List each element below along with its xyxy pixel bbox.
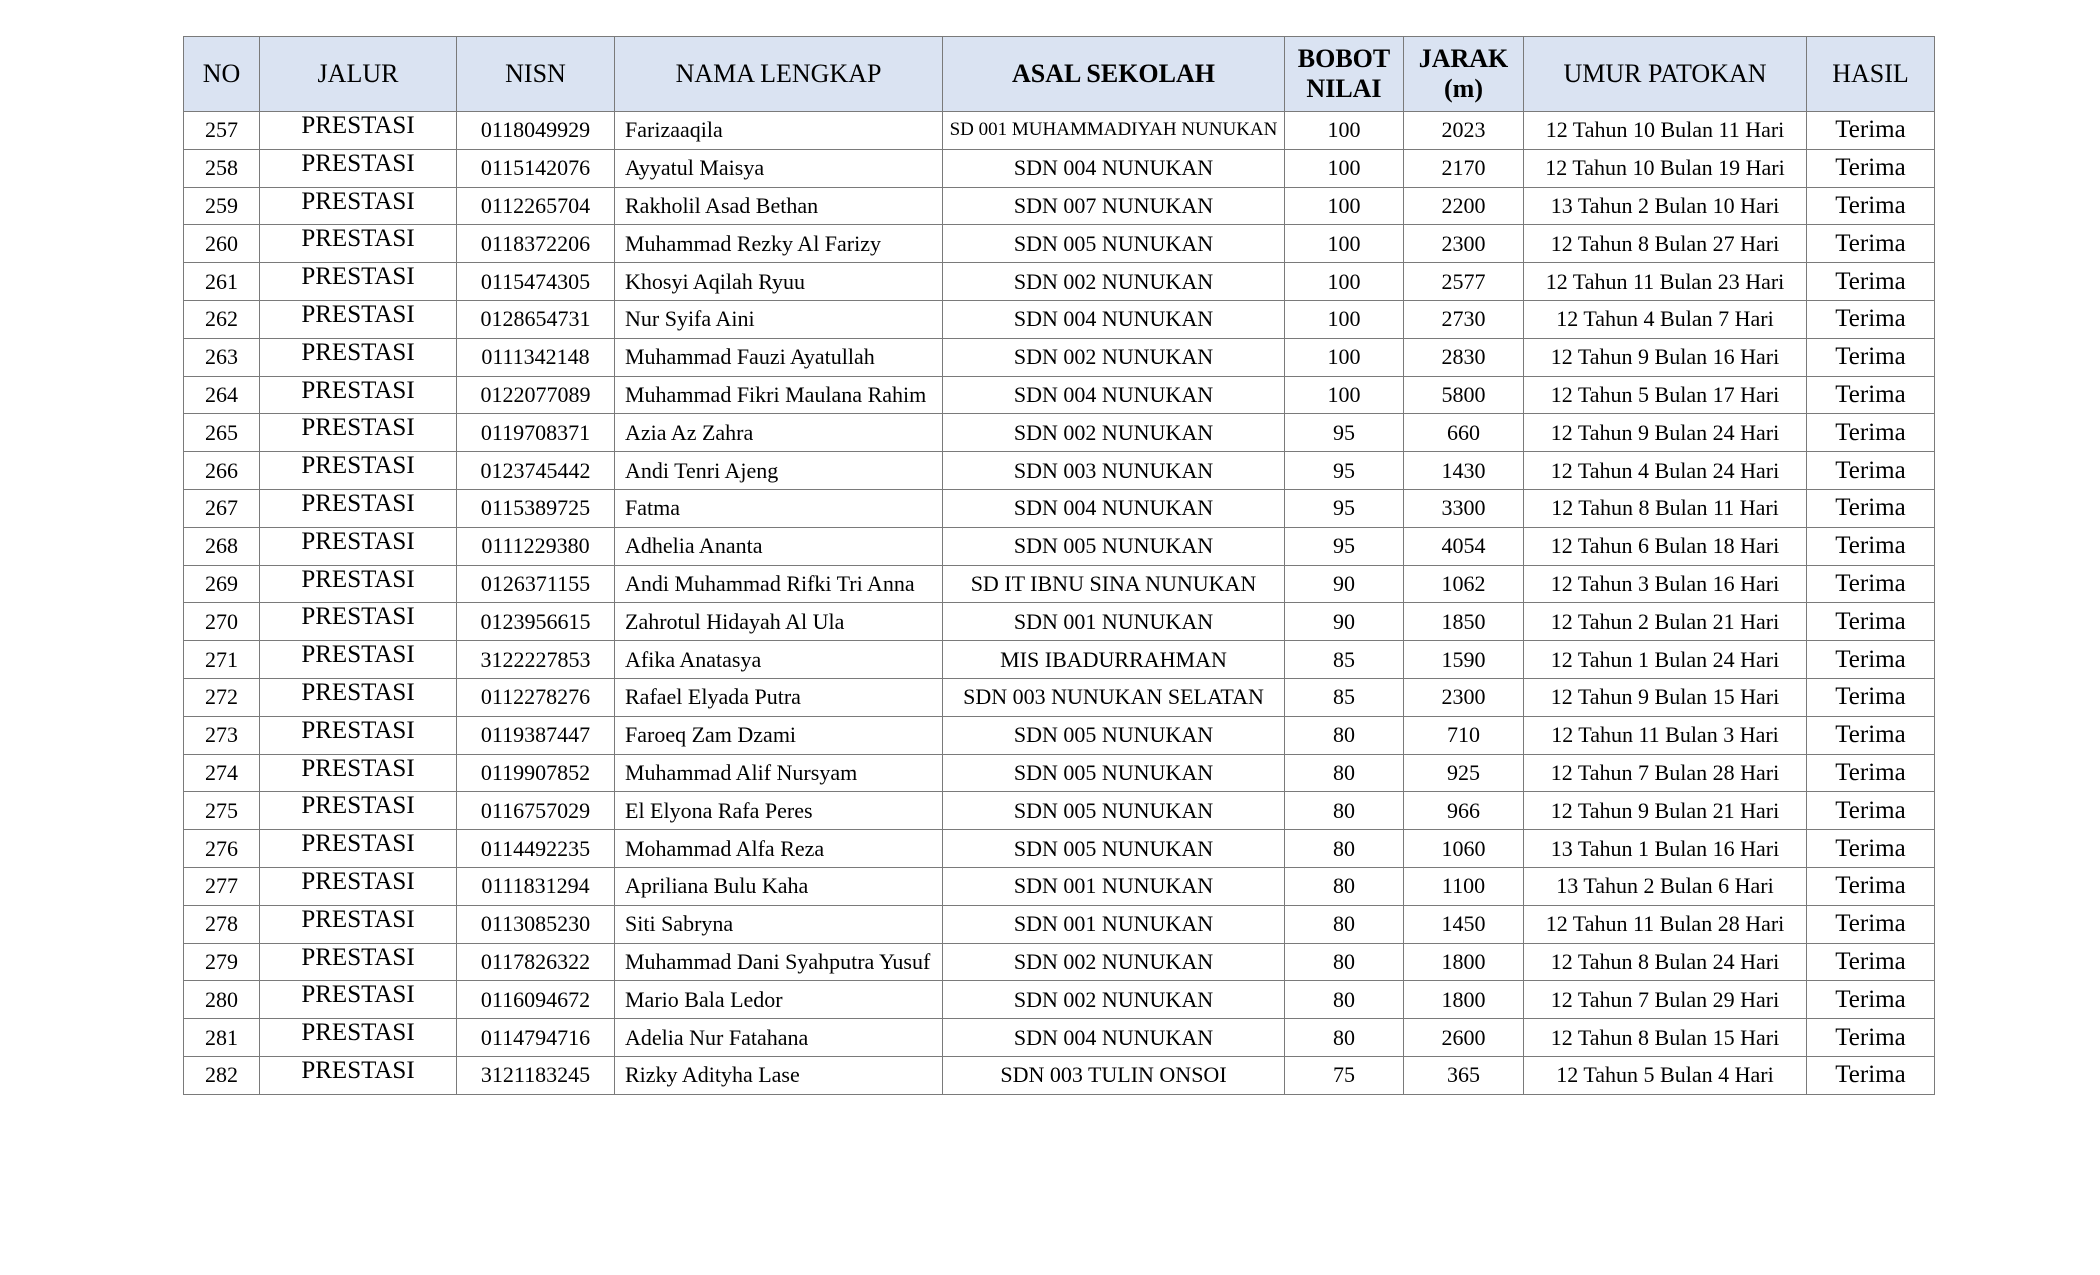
cell-hasil: Terima <box>1807 678 1935 716</box>
cell-nama-lengkap: Adelia Nur Fatahana <box>615 1019 943 1057</box>
cell-bobot-nilai: 90 <box>1285 565 1404 603</box>
cell-nisn: 0115389725 <box>457 489 615 527</box>
table-row <box>184 452 1935 490</box>
cell-jarak: 2600 <box>1404 1019 1524 1057</box>
table-row <box>184 489 1935 527</box>
table-row <box>184 149 1935 187</box>
cell-umur-patokan: 13 Tahun 2 Bulan 10 Hari <box>1524 187 1807 225</box>
table-row <box>184 527 1935 565</box>
cell-umur-patokan: 12 Tahun 6 Bulan 18 Hari <box>1524 527 1807 565</box>
cell-jarak: 1800 <box>1404 981 1524 1019</box>
cell-nama-lengkap: Zahrotul Hidayah Al Ula <box>615 603 943 641</box>
cell-nama-lengkap: Farizaaqila <box>615 112 943 150</box>
table-row <box>184 981 1935 1019</box>
header-bobot-line1: BOBOT <box>1297 44 1391 73</box>
table-row <box>184 187 1935 225</box>
table-body <box>184 112 1935 1095</box>
cell-jarak: 925 <box>1404 754 1524 792</box>
cell-bobot-nilai: 95 <box>1285 452 1404 490</box>
cell-jalur: PRESTASI <box>260 830 457 868</box>
header-nisn: NISN <box>457 37 615 112</box>
cell-umur-patokan: 12 Tahun 10 Bulan 19 Hari <box>1524 149 1807 187</box>
cell-asal-sekolah: SDN 005 NUNUKAN <box>943 225 1285 263</box>
cell-umur-patokan: 12 Tahun 8 Bulan 27 Hari <box>1524 225 1807 263</box>
cell-asal-sekolah: SDN 007 NUNUKAN <box>943 187 1285 225</box>
cell-no: 279 <box>184 943 260 981</box>
cell-asal-sekolah: SDN 004 NUNUKAN <box>943 149 1285 187</box>
cell-asal-sekolah: SDN 005 NUNUKAN <box>943 754 1285 792</box>
header-umur-patokan: UMUR PATOKAN <box>1524 37 1807 112</box>
cell-nisn: 0122077089 <box>457 376 615 414</box>
cell-nisn: 0111342148 <box>457 338 615 376</box>
cell-umur-patokan: 12 Tahun 7 Bulan 28 Hari <box>1524 754 1807 792</box>
cell-jarak: 660 <box>1404 414 1524 452</box>
table-row <box>184 112 1935 150</box>
cell-jalur: PRESTASI <box>260 338 457 376</box>
table-row <box>184 1056 1935 1094</box>
cell-nama-lengkap: Muhammad Fauzi Ayatullah <box>615 338 943 376</box>
cell-jalur: PRESTASI <box>260 452 457 490</box>
table-row <box>184 263 1935 301</box>
cell-no: 260 <box>184 225 260 263</box>
cell-umur-patokan: 12 Tahun 8 Bulan 15 Hari <box>1524 1019 1807 1057</box>
cell-jalur: PRESTASI <box>260 678 457 716</box>
cell-jalur: PRESTASI <box>260 414 457 452</box>
cell-umur-patokan: 12 Tahun 10 Bulan 11 Hari <box>1524 112 1807 150</box>
cell-bobot-nilai: 90 <box>1285 603 1404 641</box>
cell-nama-lengkap: Andi Tenri Ajeng <box>615 452 943 490</box>
cell-nama-lengkap: Muhammad Fikri Maulana Rahim <box>615 376 943 414</box>
cell-hasil: Terima <box>1807 149 1935 187</box>
cell-asal-sekolah: SDN 005 NUNUKAN <box>943 716 1285 754</box>
cell-no: 272 <box>184 678 260 716</box>
table-row <box>184 603 1935 641</box>
cell-jalur: PRESTASI <box>260 300 457 338</box>
header-nama-lengkap: NAMA LENGKAP <box>615 37 943 112</box>
cell-jarak: 2300 <box>1404 225 1524 263</box>
cell-jalur: PRESTASI <box>260 905 457 943</box>
cell-jalur: PRESTASI <box>260 225 457 263</box>
cell-no: 278 <box>184 905 260 943</box>
table-row <box>184 754 1935 792</box>
cell-asal-sekolah: SDN 004 NUNUKAN <box>943 376 1285 414</box>
cell-hasil: Terima <box>1807 603 1935 641</box>
cell-bobot-nilai: 85 <box>1285 641 1404 679</box>
cell-umur-patokan: 12 Tahun 4 Bulan 24 Hari <box>1524 452 1807 490</box>
header-jarak <box>1404 37 1524 112</box>
cell-no: 280 <box>184 981 260 1019</box>
cell-nisn: 0115474305 <box>457 263 615 301</box>
cell-jalur: PRESTASI <box>260 1056 457 1094</box>
cell-hasil: Terima <box>1807 489 1935 527</box>
cell-asal-sekolah: SDN 005 NUNUKAN <box>943 527 1285 565</box>
cell-asal-sekolah: SDN 001 NUNUKAN <box>943 867 1285 905</box>
cell-no: 264 <box>184 376 260 414</box>
cell-asal-sekolah: SDN 004 NUNUKAN <box>943 489 1285 527</box>
cell-nama-lengkap: Azia Az Zahra <box>615 414 943 452</box>
cell-nisn: 0128654731 <box>457 300 615 338</box>
cell-nama-lengkap: El Elyona Rafa Peres <box>615 792 943 830</box>
cell-no: 267 <box>184 489 260 527</box>
header-jalur: JALUR <box>260 37 457 112</box>
cell-jarak: 2300 <box>1404 678 1524 716</box>
cell-nisn: 0116094672 <box>457 981 615 1019</box>
cell-hasil: Terima <box>1807 187 1935 225</box>
cell-asal-sekolah: SDN 002 NUNUKAN <box>943 943 1285 981</box>
cell-jarak: 2830 <box>1404 338 1524 376</box>
cell-asal-sekolah: SDN 002 NUNUKAN <box>943 981 1285 1019</box>
cell-nisn: 0117826322 <box>457 943 615 981</box>
cell-nisn: 0115142076 <box>457 149 615 187</box>
cell-nisn: 0112265704 <box>457 187 615 225</box>
cell-no: 261 <box>184 263 260 301</box>
cell-nama-lengkap: Nur Syifa Aini <box>615 300 943 338</box>
cell-bobot-nilai: 75 <box>1285 1056 1404 1094</box>
cell-jarak: 365 <box>1404 1056 1524 1094</box>
cell-nisn: 0116757029 <box>457 792 615 830</box>
cell-umur-patokan: 12 Tahun 2 Bulan 21 Hari <box>1524 603 1807 641</box>
cell-jarak: 2730 <box>1404 300 1524 338</box>
cell-asal-sekolah: SDN 005 NUNUKAN <box>943 792 1285 830</box>
cell-bobot-nilai: 80 <box>1285 830 1404 868</box>
cell-hasil: Terima <box>1807 414 1935 452</box>
table-row <box>184 1019 1935 1057</box>
cell-jalur: PRESTASI <box>260 792 457 830</box>
cell-jarak: 1450 <box>1404 905 1524 943</box>
cell-nisn: 0126371155 <box>457 565 615 603</box>
cell-umur-patokan: 12 Tahun 9 Bulan 15 Hari <box>1524 678 1807 716</box>
header-row <box>184 37 1935 112</box>
results-table <box>183 36 1935 1095</box>
cell-no: 275 <box>184 792 260 830</box>
cell-bobot-nilai: 95 <box>1285 527 1404 565</box>
cell-no: 273 <box>184 716 260 754</box>
cell-umur-patokan: 12 Tahun 7 Bulan 29 Hari <box>1524 981 1807 1019</box>
cell-bobot-nilai: 80 <box>1285 943 1404 981</box>
cell-jarak: 2170 <box>1404 149 1524 187</box>
cell-no: 258 <box>184 149 260 187</box>
cell-hasil: Terima <box>1807 981 1935 1019</box>
table-row <box>184 905 1935 943</box>
cell-nama-lengkap: Fatma <box>615 489 943 527</box>
cell-no: 268 <box>184 527 260 565</box>
cell-asal-sekolah: SDN 004 NUNUKAN <box>943 1019 1285 1057</box>
cell-bobot-nilai: 85 <box>1285 678 1404 716</box>
cell-nama-lengkap: Khosyi Aqilah Ryuu <box>615 263 943 301</box>
cell-umur-patokan: 13 Tahun 1 Bulan 16 Hari <box>1524 830 1807 868</box>
cell-umur-patokan: 12 Tahun 8 Bulan 24 Hari <box>1524 943 1807 981</box>
cell-jalur: PRESTASI <box>260 603 457 641</box>
cell-jarak: 3300 <box>1404 489 1524 527</box>
cell-nama-lengkap: Faroeq Zam Dzami <box>615 716 943 754</box>
cell-nisn: 3121183245 <box>457 1056 615 1094</box>
table-row <box>184 830 1935 868</box>
cell-no: 265 <box>184 414 260 452</box>
cell-jarak: 1060 <box>1404 830 1524 868</box>
cell-bobot-nilai: 80 <box>1285 792 1404 830</box>
cell-asal-sekolah: SD IT IBNU SINA NUNUKAN <box>943 565 1285 603</box>
cell-no: 271 <box>184 641 260 679</box>
cell-bobot-nilai: 95 <box>1285 489 1404 527</box>
cell-bobot-nilai: 100 <box>1285 376 1404 414</box>
cell-hasil: Terima <box>1807 641 1935 679</box>
cell-bobot-nilai: 100 <box>1285 112 1404 150</box>
cell-asal-sekolah: SDN 003 TULIN ONSOI <box>943 1056 1285 1094</box>
cell-hasil: Terima <box>1807 225 1935 263</box>
cell-nama-lengkap: Adhelia Ananta <box>615 527 943 565</box>
cell-jalur: PRESTASI <box>260 187 457 225</box>
cell-jalur: PRESTASI <box>260 489 457 527</box>
cell-asal-sekolah: SDN 003 NUNUKAN <box>943 452 1285 490</box>
cell-jalur: PRESTASI <box>260 981 457 1019</box>
cell-bobot-nilai: 80 <box>1285 867 1404 905</box>
cell-hasil: Terima <box>1807 338 1935 376</box>
cell-no: 277 <box>184 867 260 905</box>
cell-bobot-nilai: 100 <box>1285 187 1404 225</box>
cell-jalur: PRESTASI <box>260 112 457 150</box>
cell-asal-sekolah: SDN 005 NUNUKAN <box>943 830 1285 868</box>
cell-jarak: 2023 <box>1404 112 1524 150</box>
header-bobot-line2: NILAI <box>1306 74 1382 103</box>
cell-jalur: PRESTASI <box>260 376 457 414</box>
cell-nama-lengkap: Siti Sabryna <box>615 905 943 943</box>
table-row <box>184 414 1935 452</box>
cell-no: 266 <box>184 452 260 490</box>
cell-hasil: Terima <box>1807 527 1935 565</box>
cell-jalur: PRESTASI <box>260 641 457 679</box>
cell-umur-patokan: 12 Tahun 4 Bulan 7 Hari <box>1524 300 1807 338</box>
cell-jalur: PRESTASI <box>260 263 457 301</box>
cell-bobot-nilai: 95 <box>1285 414 1404 452</box>
cell-jarak: 710 <box>1404 716 1524 754</box>
cell-nama-lengkap: Rafael Elyada Putra <box>615 678 943 716</box>
cell-jalur: PRESTASI <box>260 943 457 981</box>
cell-jarak: 2577 <box>1404 263 1524 301</box>
cell-nisn: 0113085230 <box>457 905 615 943</box>
cell-jalur: PRESTASI <box>260 527 457 565</box>
cell-hasil: Terima <box>1807 830 1935 868</box>
cell-no: 274 <box>184 754 260 792</box>
cell-jarak: 1062 <box>1404 565 1524 603</box>
cell-no: 281 <box>184 1019 260 1057</box>
cell-hasil: Terima <box>1807 376 1935 414</box>
cell-jalur: PRESTASI <box>260 565 457 603</box>
cell-hasil: Terima <box>1807 943 1935 981</box>
cell-hasil: Terima <box>1807 1056 1935 1094</box>
cell-nisn: 0112278276 <box>457 678 615 716</box>
cell-bobot-nilai: 80 <box>1285 716 1404 754</box>
cell-umur-patokan: 12 Tahun 9 Bulan 21 Hari <box>1524 792 1807 830</box>
cell-umur-patokan: 12 Tahun 11 Bulan 28 Hari <box>1524 905 1807 943</box>
cell-umur-patokan: 12 Tahun 8 Bulan 11 Hari <box>1524 489 1807 527</box>
cell-asal-sekolah: SDN 004 NUNUKAN <box>943 300 1285 338</box>
cell-nisn: 0119387447 <box>457 716 615 754</box>
table-row <box>184 943 1935 981</box>
cell-umur-patokan: 12 Tahun 5 Bulan 4 Hari <box>1524 1056 1807 1094</box>
cell-bobot-nilai: 100 <box>1285 149 1404 187</box>
cell-hasil: Terima <box>1807 716 1935 754</box>
cell-hasil: Terima <box>1807 905 1935 943</box>
cell-nisn: 0119708371 <box>457 414 615 452</box>
cell-jarak: 966 <box>1404 792 1524 830</box>
cell-bobot-nilai: 80 <box>1285 905 1404 943</box>
cell-bobot-nilai: 80 <box>1285 1019 1404 1057</box>
cell-hasil: Terima <box>1807 263 1935 301</box>
cell-nisn: 0123745442 <box>457 452 615 490</box>
cell-jalur: PRESTASI <box>260 1019 457 1057</box>
table-row <box>184 867 1935 905</box>
cell-hasil: Terima <box>1807 300 1935 338</box>
cell-nama-lengkap: Muhammad Rezky Al Farizy <box>615 225 943 263</box>
cell-no: 270 <box>184 603 260 641</box>
cell-no: 262 <box>184 300 260 338</box>
cell-nisn: 3122227853 <box>457 641 615 679</box>
cell-hasil: Terima <box>1807 754 1935 792</box>
cell-umur-patokan: 12 Tahun 11 Bulan 23 Hari <box>1524 263 1807 301</box>
cell-nama-lengkap: Rakholil Asad Bethan <box>615 187 943 225</box>
cell-no: 263 <box>184 338 260 376</box>
table-row <box>184 225 1935 263</box>
table-header <box>184 37 1935 112</box>
cell-jarak: 1850 <box>1404 603 1524 641</box>
cell-jarak: 4054 <box>1404 527 1524 565</box>
cell-nisn: 0114492235 <box>457 830 615 868</box>
cell-hasil: Terima <box>1807 452 1935 490</box>
cell-asal-sekolah: SDN 002 NUNUKAN <box>943 263 1285 301</box>
cell-nisn: 0111229380 <box>457 527 615 565</box>
cell-no: 276 <box>184 830 260 868</box>
cell-umur-patokan: 12 Tahun 11 Bulan 3 Hari <box>1524 716 1807 754</box>
cell-umur-patokan: 12 Tahun 1 Bulan 24 Hari <box>1524 641 1807 679</box>
table-row <box>184 300 1935 338</box>
cell-bobot-nilai: 100 <box>1285 338 1404 376</box>
cell-bobot-nilai: 100 <box>1285 300 1404 338</box>
cell-no: 269 <box>184 565 260 603</box>
header-no: NO <box>184 37 260 112</box>
cell-asal-sekolah: SDN 002 NUNUKAN <box>943 338 1285 376</box>
table-row <box>184 338 1935 376</box>
table-row <box>184 678 1935 716</box>
cell-nama-lengkap: Muhammad Alif Nursyam <box>615 754 943 792</box>
cell-hasil: Terima <box>1807 867 1935 905</box>
cell-nisn: 0119907852 <box>457 754 615 792</box>
cell-asal-sekolah: SDN 002 NUNUKAN <box>943 414 1285 452</box>
cell-asal-sekolah: SDN 001 NUNUKAN <box>943 905 1285 943</box>
cell-no: 259 <box>184 187 260 225</box>
cell-jarak: 2200 <box>1404 187 1524 225</box>
header-hasil: HASIL <box>1807 37 1935 112</box>
header-jarak-line1: JARAK <box>1418 44 1509 73</box>
cell-hasil: Terima <box>1807 112 1935 150</box>
cell-bobot-nilai: 80 <box>1285 981 1404 1019</box>
cell-nama-lengkap: Ayyatul Maisya <box>615 149 943 187</box>
cell-jarak: 1590 <box>1404 641 1524 679</box>
table-row <box>184 376 1935 414</box>
cell-jarak: 1430 <box>1404 452 1524 490</box>
cell-asal-sekolah: MIS IBADURRAHMAN <box>943 641 1285 679</box>
table-row <box>184 641 1935 679</box>
cell-jalur: PRESTASI <box>260 716 457 754</box>
cell-nisn: 0118372206 <box>457 225 615 263</box>
cell-no: 282 <box>184 1056 260 1094</box>
cell-umur-patokan: 13 Tahun 2 Bulan 6 Hari <box>1524 867 1807 905</box>
cell-jarak: 1800 <box>1404 943 1524 981</box>
cell-hasil: Terima <box>1807 565 1935 603</box>
table-row <box>184 565 1935 603</box>
cell-nisn: 0114794716 <box>457 1019 615 1057</box>
cell-nisn: 0123956615 <box>457 603 615 641</box>
cell-bobot-nilai: 80 <box>1285 754 1404 792</box>
cell-asal-sekolah: SDN 001 NUNUKAN <box>943 603 1285 641</box>
cell-bobot-nilai: 100 <box>1285 263 1404 301</box>
cell-jarak: 5800 <box>1404 376 1524 414</box>
cell-no: 257 <box>184 112 260 150</box>
cell-nama-lengkap: Afika Anatasya <box>615 641 943 679</box>
cell-nama-lengkap: Andi Muhammad Rifki Tri Anna <box>615 565 943 603</box>
cell-nama-lengkap: Muhammad Dani Syahputra Yusuf <box>615 943 943 981</box>
cell-bobot-nilai: 100 <box>1285 225 1404 263</box>
cell-nama-lengkap: Mohammad Alfa Reza <box>615 830 943 868</box>
cell-jalur: PRESTASI <box>260 867 457 905</box>
cell-hasil: Terima <box>1807 792 1935 830</box>
cell-umur-patokan: 12 Tahun 3 Bulan 16 Hari <box>1524 565 1807 603</box>
cell-asal-sekolah: SD 001 MUHAMMADIYAH NUNUKAN <box>943 112 1285 150</box>
cell-umur-patokan: 12 Tahun 9 Bulan 16 Hari <box>1524 338 1807 376</box>
cell-jarak: 1100 <box>1404 867 1524 905</box>
cell-jalur: PRESTASI <box>260 149 457 187</box>
header-asal-sekolah: ASAL SEKOLAH <box>943 37 1285 112</box>
cell-hasil: Terima <box>1807 1019 1935 1057</box>
cell-nama-lengkap: Mario Bala Ledor <box>615 981 943 1019</box>
table-row <box>184 716 1935 754</box>
cell-asal-sekolah: SDN 003 NUNUKAN SELATAN <box>943 678 1285 716</box>
cell-umur-patokan: 12 Tahun 5 Bulan 17 Hari <box>1524 376 1807 414</box>
cell-nama-lengkap: Apriliana Bulu Kaha <box>615 867 943 905</box>
header-jarak-line2: (m) <box>1444 74 1483 103</box>
table-row <box>184 792 1935 830</box>
cell-nama-lengkap: Rizky Adityha Lase <box>615 1056 943 1094</box>
cell-jalur: PRESTASI <box>260 754 457 792</box>
cell-umur-patokan: 12 Tahun 9 Bulan 24 Hari <box>1524 414 1807 452</box>
cell-nisn: 0118049929 <box>457 112 615 150</box>
header-bobot-nilai <box>1285 37 1404 112</box>
cell-nisn: 0111831294 <box>457 867 615 905</box>
